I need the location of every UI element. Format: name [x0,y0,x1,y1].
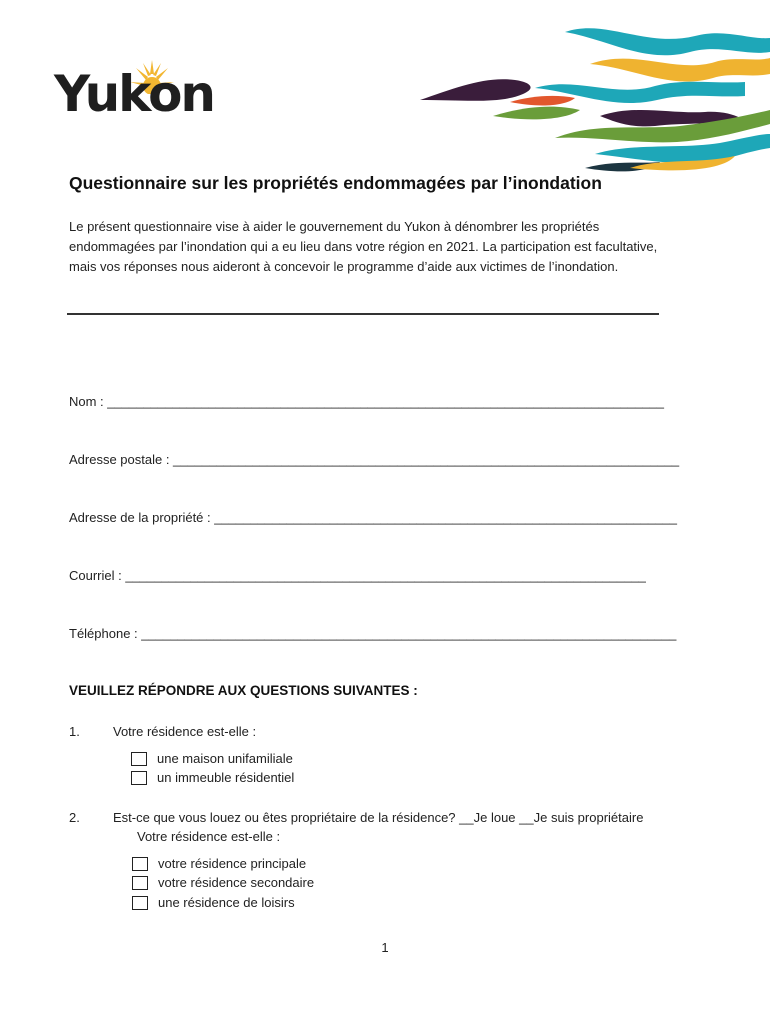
wave-green-left [493,107,580,120]
checkbox[interactable] [132,876,148,890]
wave-gold [590,58,770,82]
intro-paragraph: Le présent questionnaire vise à aider le gouvernement du Yukon à dénombrer les propriétés endommagées par l’inondation qui a eu lieu dans votre région en 2021. La participation est facultative, mais vos réponses nous aideront à concevoir le programme d’aide aux victimes de l’inondation. [69,219,658,274]
question-2-option-2[interactable] [132,875,314,890]
option-label: votre résidence secondaire [158,875,315,890]
option-label: votre résidence principale [158,856,307,871]
wave-purple [420,79,531,101]
option-label: un immeuble résidentiel [157,770,295,785]
wave-orange [510,96,575,106]
checkbox[interactable] [132,857,148,871]
question-2-option-3[interactable] [132,895,295,910]
question-1-option-1[interactable] [131,751,293,766]
decorative-waves-graphic [415,18,770,178]
question-2-option-1[interactable] [132,856,306,871]
wave-teal-top [565,28,770,55]
yukon-logo: Yukon [54,65,215,123]
name-field[interactable]: Nom : _____________________________________________________________________________ [69,394,664,409]
email-field[interactable]: Courriel : ________________________________________________________________________ [69,568,646,583]
page-number: 1 [381,940,389,955]
option-label: une résidence de loisirs [158,895,295,910]
question-1-number: 1. [69,724,80,739]
horizontal-rule [67,313,659,315]
property-address-field[interactable]: Adresse de la propriété : ________________________________________________________________ [69,510,677,525]
mailing-address-field[interactable]: Adresse postale : ______________________________________________________________________ [69,452,680,467]
question-2-text: Est-ce que vous louez ou êtes propriétaire de la résidence? __Je loue __Je suis propriétaire [113,810,644,825]
checkbox[interactable] [131,771,147,785]
question-1-text: Votre résidence est-elle : [113,724,257,739]
phone-field[interactable]: Téléphone : __________________________________________________________________________ [69,626,677,641]
checkbox[interactable] [131,752,147,766]
option-label: une maison unifamiliale [157,751,293,766]
question-1-option-2[interactable] [131,770,294,785]
document-title: Questionnaire sur les propriétés endommagées par l’inondation [69,173,602,193]
question-2-number: 2. [69,810,80,825]
checkbox[interactable] [132,896,148,910]
question-2-subtext: Votre résidence est-elle : [137,829,281,844]
section-heading: VEUILLEZ RÉPONDRE AUX QUESTIONS SUIVANTES : [69,683,418,698]
